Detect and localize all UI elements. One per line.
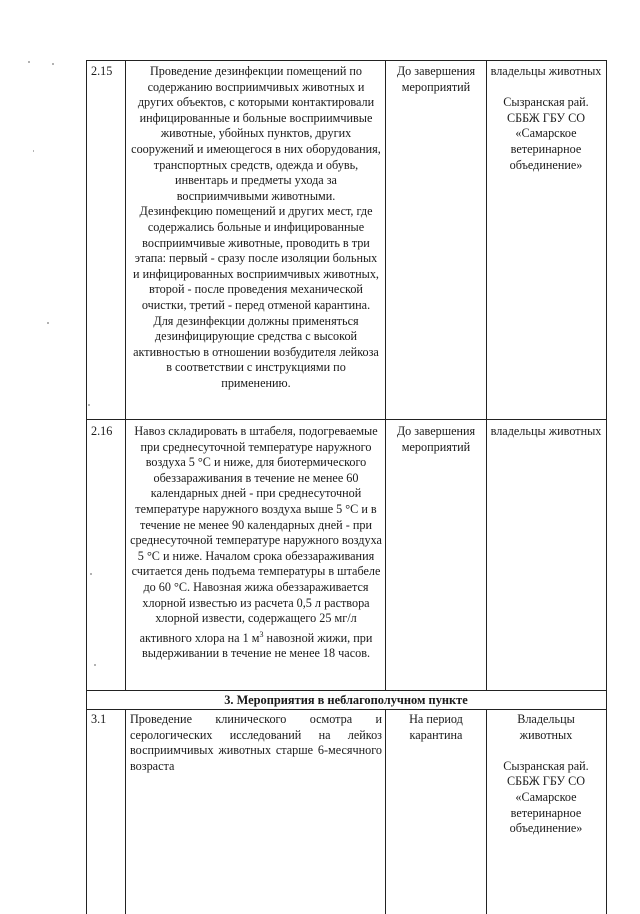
- task-text: Навоз складировать в штабеля, подогреваемые при среднесуточной температуре наружного воздуха 5 °С и ниже, для биотермического обеззараживания в течение не менее 60 календарных дней - при среднесуточной температуре наружного воздуха выше 5 °С и в течение не менее 90 календарных дней - при среднесуточной температуре наружного воздуха 5 °С и ниже. Началом срока обеззараживания считается день подъема температуры в штабеле до 60 °С. Навозная жижа обеззараживается хлорной известью из расчета 0,5 л раствора хлорной извести, содержащего 25 мг/л активного хлора на 1 м: [130, 424, 382, 645]
- scan-speck: [52, 63, 54, 65]
- column-divider: [125, 709, 126, 914]
- task-description: [130, 712, 382, 774]
- row-divider: [86, 419, 606, 420]
- task-description: [130, 424, 382, 662]
- scan-speck: [88, 404, 90, 406]
- responsible-party: [490, 424, 602, 440]
- task-description: [130, 64, 382, 391]
- row-divider: [86, 690, 606, 691]
- task-text: навозной жижи, при выдерживании в течение не менее 18 часов.: [141, 630, 373, 661]
- responsible-party: [490, 712, 602, 837]
- scan-speck: [94, 664, 96, 666]
- column-divider: [486, 60, 487, 690]
- responsible-vet-service: Сызранская рай. СББЖ ГБУ СО «Самарское ветеринарное объединение»: [503, 758, 589, 836]
- task-paragraph: Проведение клинического осмотра и серологических исследований на лейкоз восприимчивых животных старше 6-месячного возраста: [130, 712, 382, 773]
- scan-speck: [90, 573, 92, 575]
- row-number: 2.15: [91, 64, 113, 78]
- responsible-owners: владельцы животных: [490, 424, 602, 438]
- scan-speck: [28, 61, 30, 63]
- column-divider: [125, 60, 126, 690]
- responsible-owners: Владельцы животных: [517, 712, 575, 742]
- table-border-top: [86, 60, 606, 61]
- task-paragraph: Для дезинфекции должны применяться дезинфицирующие средства с высокой активностью в отношении возбудителя лейкоза в соответствии с инструкциями по применению.: [133, 313, 379, 390]
- scan-speck: [47, 322, 49, 324]
- table-border-right: [606, 60, 607, 914]
- column-divider: [385, 60, 386, 690]
- scan-speck: [33, 150, 34, 152]
- row-number: 2.16: [91, 424, 113, 438]
- deadline: До завершения мероприятий: [396, 424, 476, 454]
- responsible-owners: владельцы животных: [490, 64, 602, 78]
- deadline: До завершения мероприятий: [396, 64, 476, 94]
- deadline: На период карантина: [409, 712, 463, 742]
- section-divider: [86, 709, 606, 710]
- responsible-party: [490, 64, 602, 173]
- table-border-left: [86, 60, 87, 914]
- superscript: 3: [259, 629, 264, 639]
- section-heading: 3. Мероприятия в неблагополучном пункте: [224, 693, 468, 707]
- column-divider: [385, 709, 386, 914]
- task-paragraph: Проведение дезинфекции помещений по содержанию восприимчивых животных и других объектов, с которыми контактировали инфицированные и больные восприимчивые животные, убойных пунктов, других сооружений и имеющегося в них оборудования, транспортных средств, одежда и обувь, инвентарь и предметы ухода за восприимчивыми животными.: [131, 64, 381, 203]
- row-number: 3.1: [91, 712, 107, 726]
- task-paragraph: Дезинфекцию помещений и других мест, где содержались больные и инфицированные восприимчивые животные, проводить в три этапа: первый - сразу после изоляции больных и инфицированных восприимчивых животных, второй - после проведения механической очистки, третий - перед отменой карантина.: [133, 204, 379, 312]
- task-paragraph: [130, 424, 382, 662]
- responsible-vet-service: Сызранская рай. СББЖ ГБУ СО «Самарское ветеринарное объединение»: [503, 95, 589, 172]
- column-divider: [486, 709, 487, 914]
